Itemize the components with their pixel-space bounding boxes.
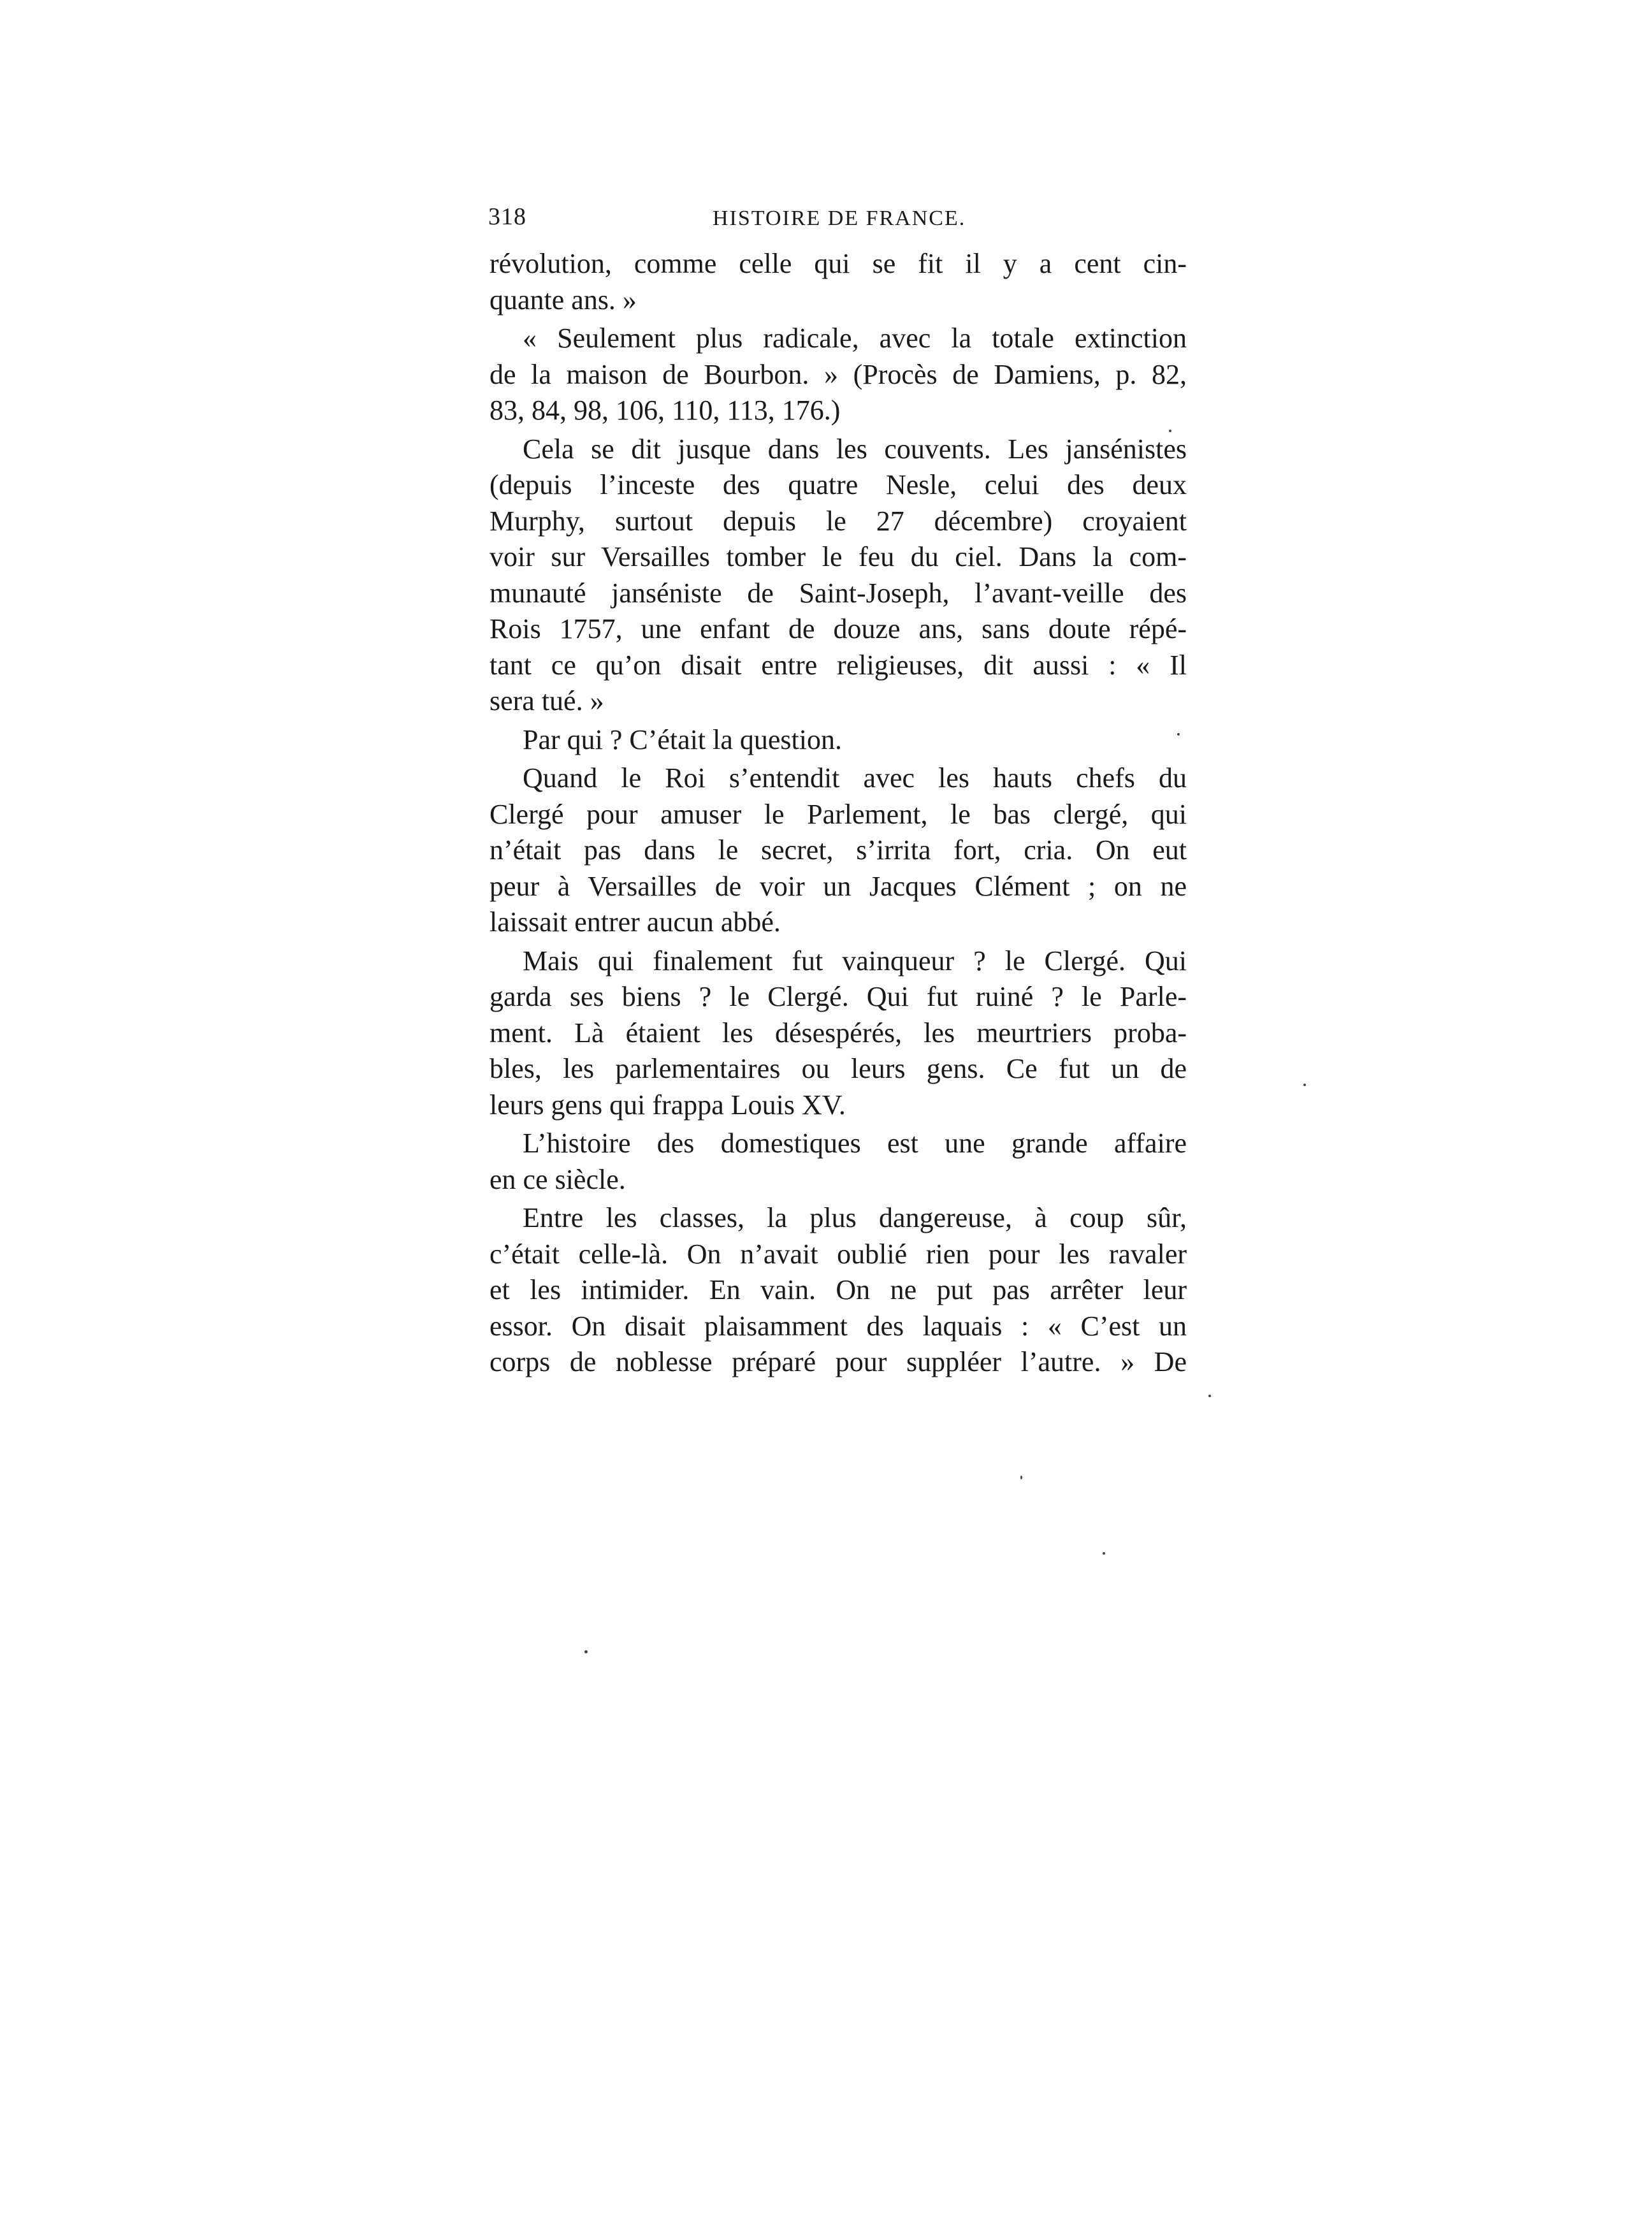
text-line: essor. On disait plaisamment des laquais : « C’est un <box>489 1310 1187 1342</box>
paragraph-4 <box>489 722 1187 759</box>
text-line: Par qui ? C’était la question. <box>523 723 842 755</box>
text-line: 83, 84, 98, 106, 110, 113, 176.) <box>489 395 841 426</box>
page-number: 318 <box>488 203 526 230</box>
scan-speck <box>584 1650 588 1653</box>
text-line: bles, les parlementaires ou leurs gens. Ce fut un de <box>489 1053 1187 1084</box>
text-line: Clergé pour amuser le Parlement, le bas clergé, qui <box>489 798 1187 830</box>
text-line: en ce siècle. <box>489 1163 626 1195</box>
text-line: peur à Versailles de voir un Jacques Clément ; on ne <box>489 870 1187 902</box>
body-text <box>489 246 1187 1381</box>
text-line: corps de noblesse préparé pour suppléer l’autre. » De <box>489 1346 1187 1377</box>
scan-speck <box>1177 733 1180 736</box>
paragraph-8 <box>489 1200 1187 1381</box>
text-line: Cela se dit jusque dans les couvents. Les jansénistes <box>523 433 1187 465</box>
paragraph-5 <box>489 760 1187 941</box>
paragraph-6 <box>489 943 1187 1124</box>
text-line: (depuis l’inceste des quatre Nesle, celui des deux <box>489 469 1187 500</box>
scan-speck <box>1103 1552 1105 1555</box>
text-line: tant ce qu’on disait entre religieuses, dit aussi : « Il <box>489 649 1187 681</box>
text-line: Entre les classes, la plus dangereuse, à coup sûr, <box>523 1202 1187 1233</box>
text-line: leurs gens qui frappa Louis XV. <box>489 1089 846 1121</box>
text-line: de la maison de Bourbon. » (Procès de Damiens, p. 82, <box>489 358 1187 390</box>
text-line: révolution, comme celle qui se fit il y a cent cin- <box>489 248 1187 279</box>
text-line: L’histoire des domestiques est une grande affaire <box>523 1128 1187 1159</box>
text-line: c’était celle-là. On n’avait oublié rien pour les ravaler <box>489 1238 1187 1270</box>
text-line: garda ses biens ? le Clergé. Qui fut ruiné ? le Parle- <box>489 981 1187 1012</box>
text-line: Quand le Roi s’entendit avec les hauts chefs du <box>523 762 1187 794</box>
text-line: Rois 1757, une enfant de douze ans, sans doute répé- <box>489 613 1187 644</box>
text-line: et les intimider. En vain. On ne put pas arrêter leur <box>489 1274 1187 1305</box>
text-line: sera tué. » <box>489 685 604 716</box>
scan-speck <box>1303 1084 1306 1086</box>
scan-speck <box>1208 1395 1211 1397</box>
text-line: munauté janséniste de Saint-Joseph, l’avant-veille des <box>489 577 1187 609</box>
text-line: « Seulement plus radicale, avec la totale extinction <box>523 323 1187 354</box>
scan-speck <box>1169 430 1171 432</box>
paragraph-3 <box>489 432 1187 720</box>
running-title: HISTOIRE DE FRANCE. <box>713 207 966 230</box>
running-head <box>488 203 1185 241</box>
text-line: quante ans. » <box>489 284 637 316</box>
text-line: laissait entrer aucun abbé. <box>489 906 781 938</box>
paragraph-2 <box>489 321 1187 429</box>
text-line: Murphy, surtout depuis le 27 décembre) croyaient <box>489 505 1187 537</box>
text-line: voir sur Versailles tomber le feu du ciel. Dans la com- <box>489 541 1187 572</box>
text-line: Mais qui finalement fut vainqueur ? le Clergé. Qui <box>523 945 1187 976</box>
paragraph-7 <box>489 1126 1187 1198</box>
text-line: ment. Là étaient les désespérés, les meurtriers proba- <box>489 1017 1187 1049</box>
scan-speck <box>1020 1476 1022 1479</box>
text-line: n’était pas dans le secret, s’irrita fort, cria. On eut <box>489 834 1187 866</box>
paragraph-1 <box>489 246 1187 318</box>
